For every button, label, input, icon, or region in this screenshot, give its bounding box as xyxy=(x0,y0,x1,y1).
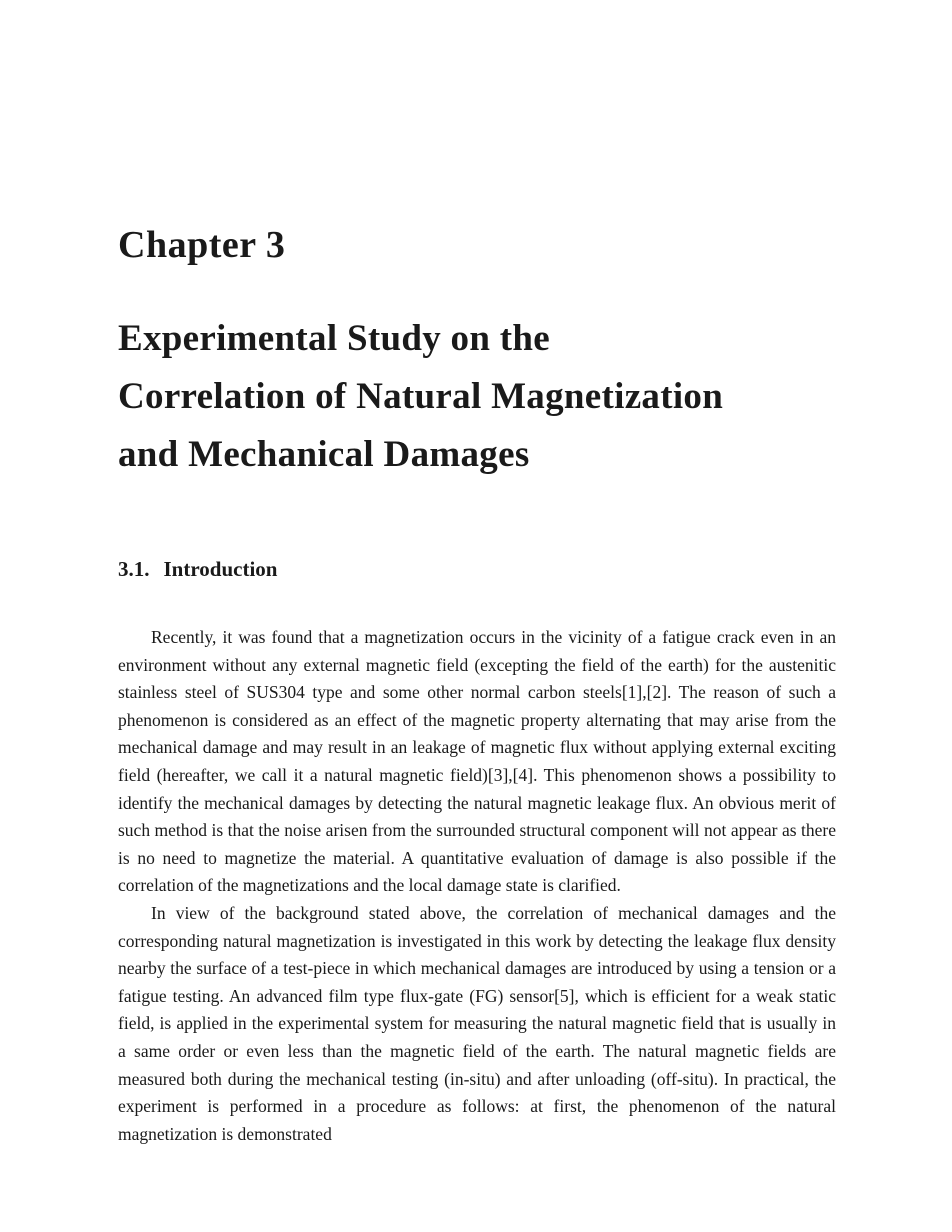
paragraph-2: In view of the background stated above, the correlation of mechanical damages and the corresponding natural magnetization is investigated in this work by detecting the leakage flux density nearby the surface of a test-piece in which mechanical damages are introduced by using a tension or a fatigue testing. An advanced film type flux-gate (FG) sensor[5], which is efficient for a weak static field, is applied in the experimental system for measuring the natural magnetic field that is usually in a same order or even less than the magnetic field of the earth. The natural magnetic fields are measured both during the mechanical testing (in-situ) and after unloading (off-situ). In practical, the experiment is performed in a procedure as follows: at first, the phenomenon of the natural magnetization is demonstrated xyxy=(118,902,836,1144)
chapter-title xyxy=(118,310,836,484)
chapter-heading: Chapter 3 xyxy=(118,224,286,266)
paragraph-1: Recently, it was found that a magnetization occurs in the vicinity of a fatigue crack even in an environment without any external magnetic field (excepting the field of the earth) for the austenitic stainless steel of SUS304 type and some other normal carbon steels[1],[2]. The reason of such a phenomenon is considered as an effect of the magnetic property alternating that may arise from the mechanical damage and may result in an leakage of magnetic flux without applying external exciting field (hereafter, we call it a natural magnetic field)[3],[4]. This phenomenon shows a possibility to identify the mechanical damages by detecting the natural magnetic leakage flux. An obvious merit of such method is that the noise arisen from the surrounded structural component will not appear as there is no need to magnetize the material. A quantitative evaluation of damage is also possible if the correlation of the magnetizations and the local damage state is clarified. xyxy=(118,627,836,896)
chapter-title-line-1: Experimental Study on the xyxy=(118,318,551,359)
section-heading xyxy=(118,556,836,582)
chapter-title-line-2: Correlation of Natural Magnetization xyxy=(118,376,724,417)
section-title: Introduction xyxy=(163,557,278,581)
section-number: 3.1. xyxy=(118,557,150,581)
chapter-title-line-3: and Mechanical Damages xyxy=(118,434,530,475)
